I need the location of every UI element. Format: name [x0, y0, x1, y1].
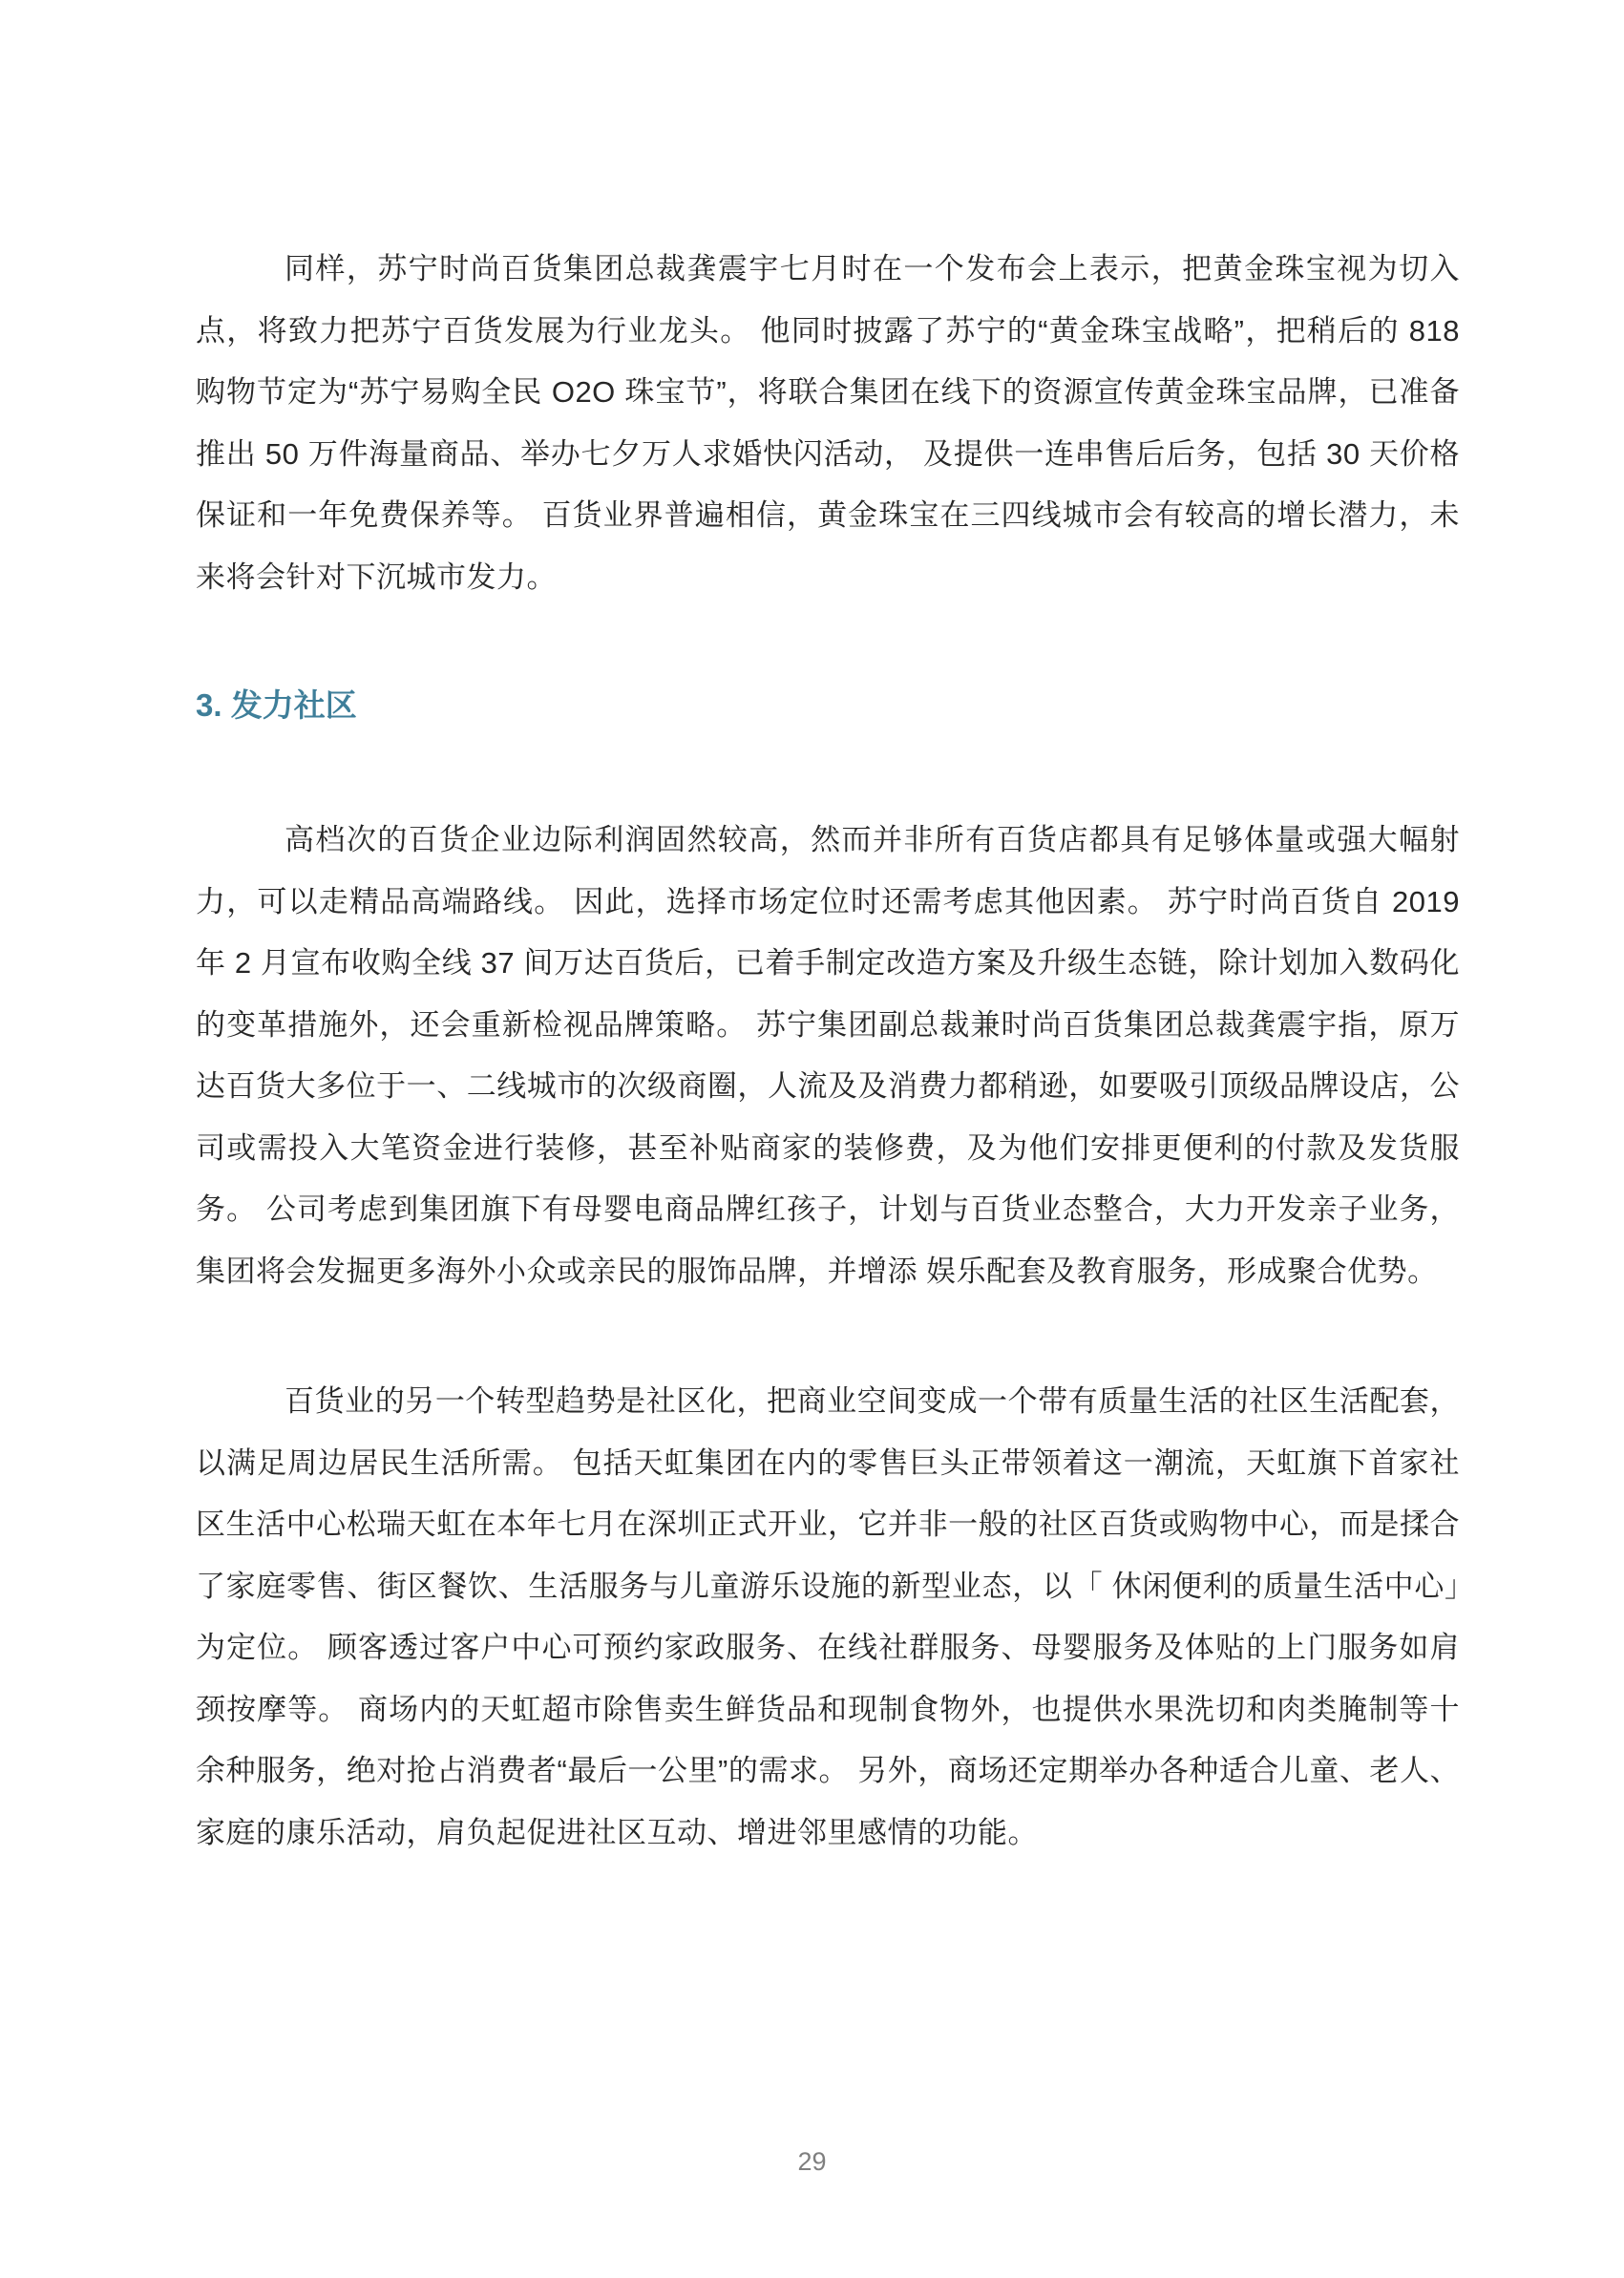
paragraph-community-transformation: 百货业的另一个转型趋势是社区化，把商业空间变成一个带有质量生活的社区生活配套，以满足周边居民生活所需。 包括天虹集团在内的零售巨头正带领着这一潮流，天虹旗下首家社区生活中心松瑞天虹在本年七月在深圳正式开业，它并非一般的社区百货或购物中心，而是揉合了家庭零售、街区餐饮、生活服务与儿童游乐设施的新型业态，以「 休闲便利的质量生活中心」为定位。 顾客透过客户中心可预约家政服务、在线社群服务、母婴服务及体贴的上门服务如肩颈按摩等。 商场内的天虹超市除售卖生鲜货品和现制食物外，也提供水果洗切和肉类腌制等十余种服务，绝对抢占消费者“最后一公里”的需求。 另外，商场还定期举办各种适合儿童、老人、家庭的康乐活动，肩负起促进社区互动、增进邻里感情的功能。 [196, 1384, 1460, 1849]
paragraph-suning-gold-jewelry: 同样，苏宁时尚百货集团总裁龚震宇七月时在一个发布会上表示，把黄金珠宝视为切入点，将致力把苏宁百货发展为行业龙头。 他同时披露了苏宁的“黄金珠宝战略”，把稍后的 818 购物节定为“苏宁易购全民 O2O 珠宝节”，将联合集团在线下的资源宣传黄金珠宝品牌，已准备推出 50 万件海量商品、举办七夕万人求婚快闪活动， 及提供一连串售后后务，包括 30 天价格保证和一年免费保养等。 百货业界普遍相信，黄金珠宝在三四线城市会有较高的增长潜力，未来将会针对下沉城市发力。 [196, 252, 1460, 594]
paragraph-suning-wanda-strategy: 高档次的百货企业边际利润固然较高，然而并非所有百货店都具有足够体量或强大幅射力，可以走精品高端路线。 因此，选择市场定位时还需考虑其他因素。 苏宁时尚百货自 2019 年 2 月宣布收购全线 37 间万达百货后，已着手制定改造方案及升级生态链，除计划加入数码化的变革措施外，还会重新检视品牌策略。 苏宁集团副总裁兼时尚百货集团总裁龚震宇指，原万达百货大多位于一、二线城市的次级商圈，人流及及消费力都稍逊，如要吸引顶级品牌设店，公司或需投入大笔资金进行装修，甚至补贴商家的装修费，及为他们安排更便利的付款及发货服务。 公司考虑到集团旗下有母婴电商品牌红孩子，计划与百货业态整合，大力开发亲子业务，集团将会发掘更多海外小众或亲民的服饰品牌，并增添 娱乐配套及教育服务，形成聚合优势。 [196, 823, 1460, 1288]
page-number: 29 [797, 2147, 827, 2176]
section-heading-community: 3. 发力社区 [196, 687, 357, 723]
